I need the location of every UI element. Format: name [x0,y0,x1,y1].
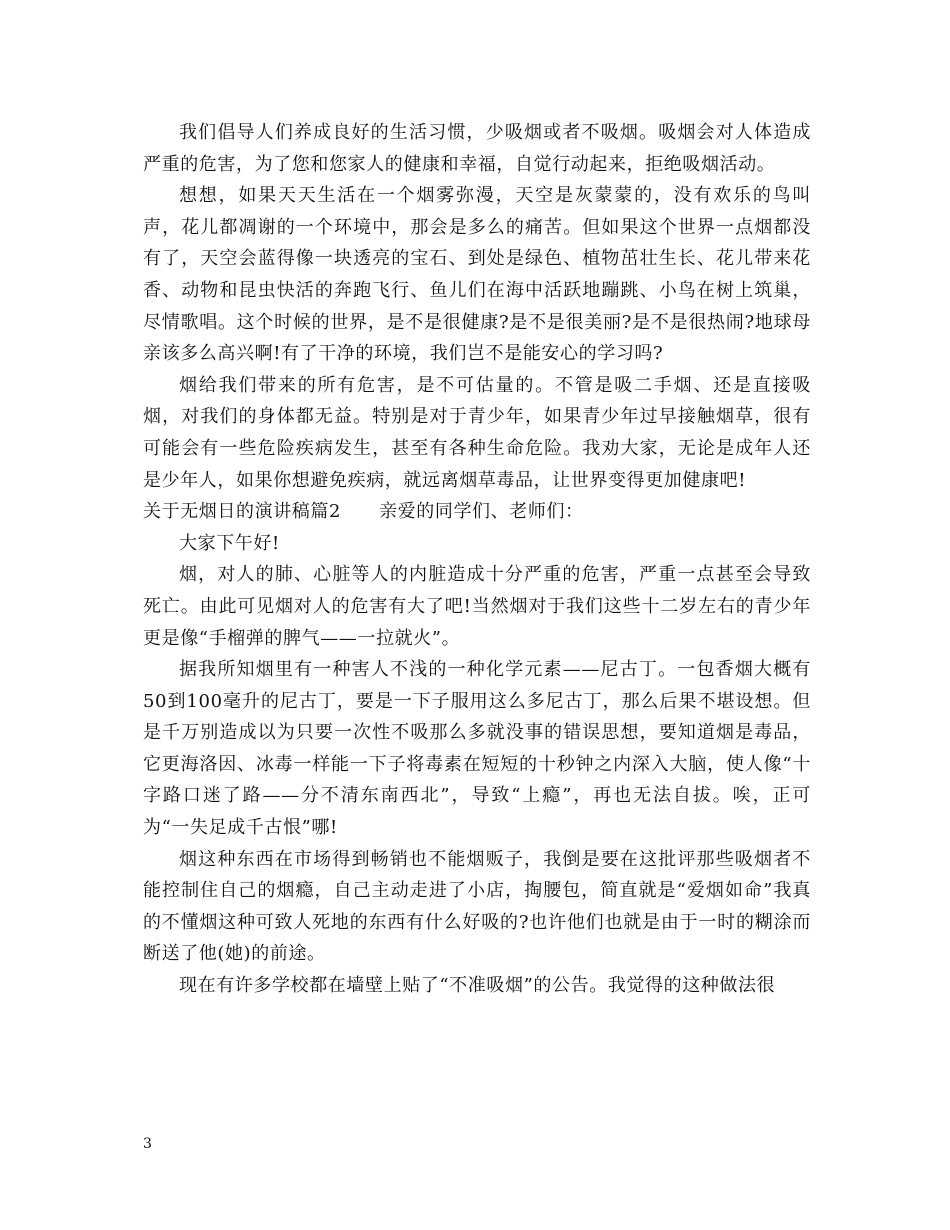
section-title: 关于无烟日的演讲稿篇2 [143,501,342,523]
paragraph-greeting: 大家下午好! [179,532,280,554]
salutation: 亲爱的同学们、老师们： [379,501,584,523]
paragraph-smoke-free-world: 想想，如果天天生活在一个烟雾弥漫，天空是灰蒙蒙的，没有欢乐的鸟叫声，花儿都凋谢的一个环境中，那会是多么的痛苦。但如果这个世界一点烟都没有了，天空会蓝得像一块透亮的宝石、到处是绿色、植物茁壮生长、花儿带来花香、动物和昆虫快活的奔跑飞行、鱼儿们在海中活跃地蹦跳、小鸟在树上筑巢，尽情歌唱。这个时候的世界，是不是很健康?是不是很美丽?是不是很热闹?地球母亲该多么高兴啊!有了干净的环境，我们岂不是能安心的学习吗? [143,185,811,365]
paragraph-nicotine: 据我所知烟里有一种害人不浅的一种化学元素——尼古丁。一包香烟大概有50到100毫升的尼古丁，要是一下子服用这么多尼古丁，那么后果不堪设想。但是千万别造成以为只要一次性不吸那么多就没事的错误思想，要知道烟是毒品，它更海洛因、冰毒一样能一下子将毒素在短短的十秒钟之内深入大脑，使人像“十字路口迷了路——分不清东南西北”，导致“上瘾”，再也无法自拔。唉，正可为“一失足成千古恨”哪! [143,659,811,839]
paragraph-addiction: 烟这种东西在市场得到畅销也不能烟贩子，我倒是要在这批评那些吸烟者不能控制住自己的烟瘾，自己主动走进了小店，掏腰包，简直就是“爱烟如命”我真的不懂烟这种可致人死地的东西有什么好吸的?也许他们也就是由于一时的糊涂而断送了他(她)的前途。 [143,848,811,965]
page-number: 3 [143,1136,152,1152]
document-page [143,117,811,1002]
paragraph-organ-damage: 烟，对人的肺、心脏等人的内脏造成十分严重的危害，严重一点甚至会导致死亡。由此可见烟对人的危害有大了吧!当然烟对于我们这些十二岁左右的青少年更是像“手榴弹的脾气——一拉就火”。 [143,564,811,649]
paragraph-healthy-habits: 我们倡导人们养成良好的生活习惯，少吸烟或者不吸烟。吸烟会对人体造成严重的危害，为了您和您家人的健康和幸福，自觉行动起来，拒绝吸烟活动。 [143,122,811,175]
section-heading-line [143,496,811,528]
paragraph-school-notice: 现在有许多学校都在墙壁上贴了“不准吸烟”的公告。我觉得的这种做法很 [179,975,776,997]
paragraph-harm-to-youth: 烟给我们带来的所有危害，是不可估量的。不管是吸二手烟、还是直接吸烟，对我们的身体都无益。特别是对于青少年，如果青少年过早接触烟草，很有可能会有一些危险疾病发生，甚至有各种生命危险。我劝大家，无论是成年人还是少年人，如果你想避免疾病，就远离烟草毒品，让世界变得更加健康吧! [143,374,811,491]
